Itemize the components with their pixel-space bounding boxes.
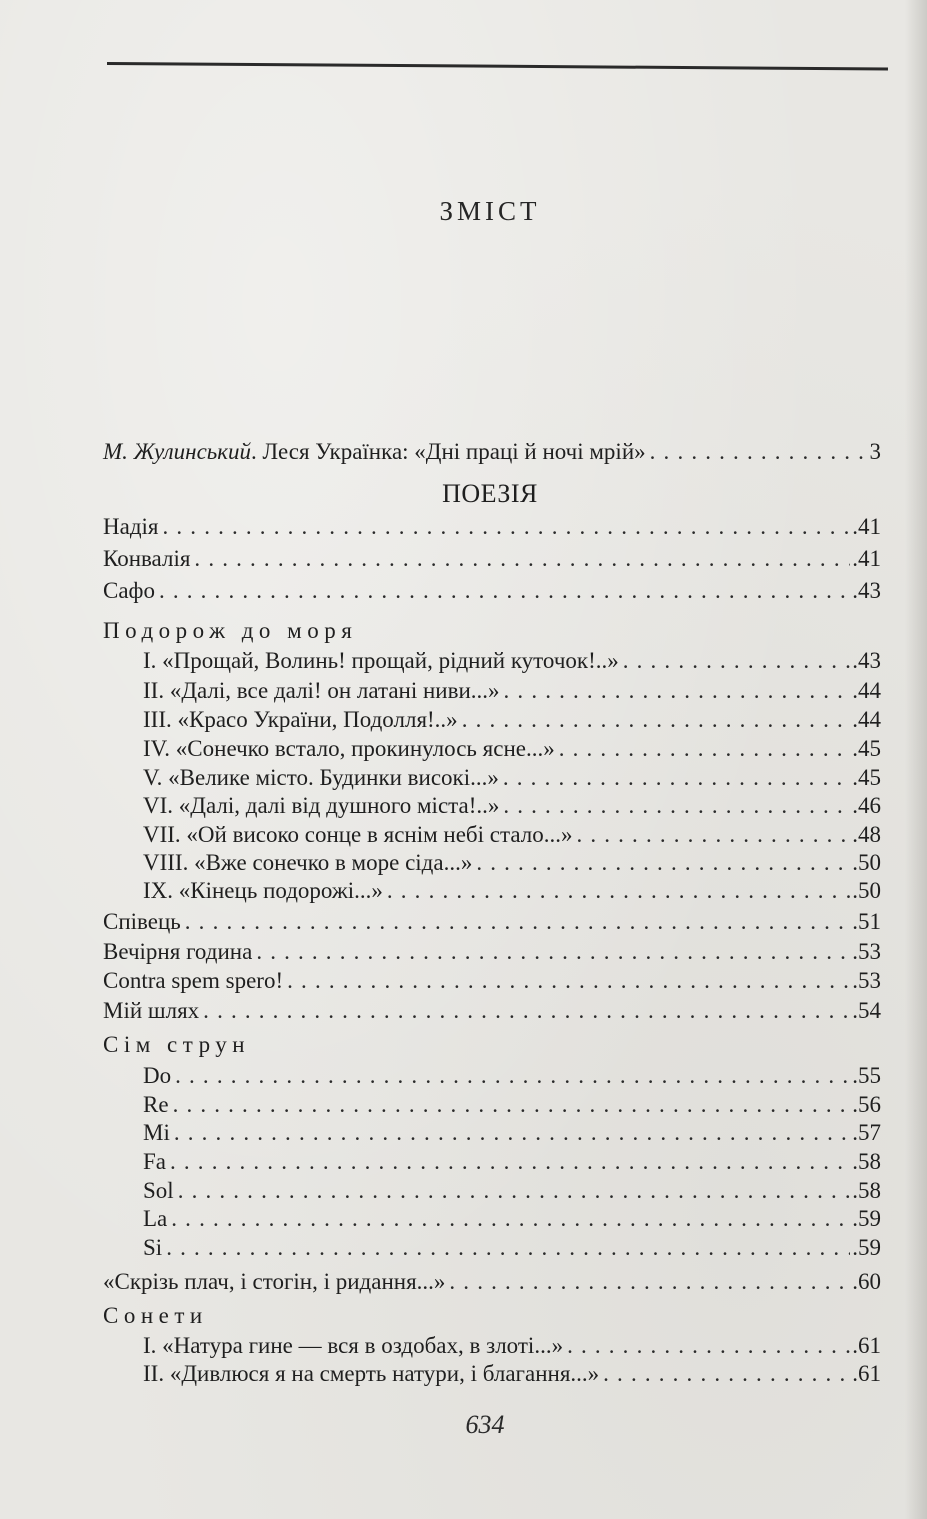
toc-subentry[interactable] xyxy=(143,763,881,793)
entry-page: .45 xyxy=(852,736,881,761)
leader-dots xyxy=(173,1090,851,1120)
entry-label: Fa xyxy=(143,1149,166,1174)
entry-label: Вечірня година xyxy=(103,939,253,964)
entry-page: .60 xyxy=(852,1269,881,1294)
page-edge-shadow xyxy=(905,0,927,1519)
entry-label: Sol xyxy=(143,1178,174,1203)
toc-entry[interactable] xyxy=(103,996,881,1026)
entry-label: I. «Натура гине — вся в оздобах, в злоті...» xyxy=(143,1333,564,1358)
toc-subentry[interactable] xyxy=(143,734,881,764)
entry-label: I. «Прощай, Волинь! прощай, рідний куточок!..» xyxy=(143,648,619,673)
leader-dots xyxy=(387,876,850,906)
entry-label: IV. «Сонечко встало, прокинулось ясне...» xyxy=(143,736,555,761)
entry-label: Конвалія xyxy=(103,546,191,571)
entry-label: IX. «Кінець подорожі...» xyxy=(143,878,383,903)
entry-page: .59 xyxy=(852,1235,881,1260)
leader-dots xyxy=(603,1359,850,1389)
leader-dots xyxy=(650,437,868,467)
toc-subentry[interactable] xyxy=(143,1331,881,1361)
entry-label: II. «Далі, все далі! он латані ниви...» xyxy=(143,678,500,703)
leader-dots xyxy=(185,907,850,937)
entry-label: VI. «Далі, далі від душного міста!..» xyxy=(143,793,500,818)
toc-entry[interactable] xyxy=(103,576,881,606)
entry-label: III. «Красо України, Подолля!..» xyxy=(143,707,458,732)
leader-dots xyxy=(623,646,851,676)
entry-page: .54 xyxy=(852,998,881,1023)
entry-label: VIII. «Вже сонечко в море сіда...» xyxy=(143,850,473,875)
entry-page: .48 xyxy=(852,822,881,847)
page-title: ЗМІСТ xyxy=(439,196,541,226)
toc-subentry[interactable] xyxy=(143,1090,881,1120)
toc-subentry[interactable] xyxy=(143,1118,881,1148)
entry-page: .51 xyxy=(852,909,881,934)
toc-group-title: Подорож до моря xyxy=(103,618,358,643)
entry-label: Si xyxy=(143,1235,163,1260)
entry-page: .61 xyxy=(852,1333,881,1358)
entry-title: . Леся Українка: «Дні праці й ночі мрій» xyxy=(251,439,646,464)
toc-subentry[interactable] xyxy=(143,848,881,878)
leader-dots xyxy=(503,763,850,793)
leader-dots xyxy=(462,705,851,735)
toc-subentry[interactable] xyxy=(143,1233,881,1263)
entry-page: .46 xyxy=(852,793,881,818)
entry-label: Надія xyxy=(103,514,159,539)
leader-dots xyxy=(175,1061,850,1091)
toc-group-title: Сім струн xyxy=(103,1032,251,1057)
toc-subentry[interactable] xyxy=(143,1061,881,1091)
entry-page: .41 xyxy=(852,514,881,539)
entry-page: .53 xyxy=(852,968,881,993)
leader-dots xyxy=(504,676,851,706)
entry-label: Mi xyxy=(143,1120,170,1145)
toc-group-title: Сонети xyxy=(103,1303,208,1328)
entry-page: .43 xyxy=(852,648,881,673)
entry-page: .61 xyxy=(852,1361,881,1386)
entry-page: .58 xyxy=(852,1178,881,1203)
toc-entry[interactable] xyxy=(103,966,881,996)
entry-label: V. «Велике місто. Будинки високі...» xyxy=(143,765,499,790)
leader-dots xyxy=(449,1267,850,1297)
toc-subentry[interactable] xyxy=(143,820,881,850)
entry-page: .45 xyxy=(852,765,881,790)
leader-dots xyxy=(476,848,850,878)
toc-subentry[interactable] xyxy=(143,1204,881,1234)
toc-subentry[interactable] xyxy=(143,1147,881,1177)
leader-dots xyxy=(178,1176,851,1206)
leader-dots xyxy=(170,1147,850,1177)
entry-page: .50 xyxy=(852,878,881,903)
entry-page: .41 xyxy=(852,546,881,571)
entry-label: II. «Дивлюся я на смерть натури, і благання...» xyxy=(143,1361,600,1386)
leader-dots xyxy=(166,1233,850,1263)
leader-dots xyxy=(194,544,850,574)
leader-dots xyxy=(174,1118,850,1148)
entry-page: .44 xyxy=(852,678,881,703)
leader-dots xyxy=(287,966,850,996)
entry-page: .50 xyxy=(852,850,881,875)
toc-subentry[interactable] xyxy=(143,876,881,906)
toc-entry[interactable] xyxy=(103,907,881,937)
toc-subentry[interactable] xyxy=(143,646,881,676)
leader-dots xyxy=(256,937,850,967)
leader-dots xyxy=(567,1331,850,1361)
entry-page: .57 xyxy=(852,1120,881,1145)
entry-label: Contra spem spero! xyxy=(103,968,284,993)
toc-entry[interactable] xyxy=(103,544,881,574)
page-number: 634 xyxy=(465,1410,505,1439)
entry-label: «Скрізь плач, і стогін, і ридання...» xyxy=(103,1269,446,1294)
section-title-poetry: ПОЕЗІЯ xyxy=(442,479,538,508)
entry-label: Мій шлях xyxy=(103,998,200,1023)
entry-label xyxy=(103,437,646,467)
leader-dots xyxy=(503,791,850,821)
leader-dots xyxy=(171,1204,850,1234)
leader-dots xyxy=(159,576,850,606)
entry-page: .59 xyxy=(852,1206,881,1231)
leader-dots xyxy=(163,512,851,542)
toc-entry[interactable] xyxy=(103,512,881,542)
entry-label: Do xyxy=(143,1063,172,1088)
leader-dots xyxy=(203,996,850,1026)
entry-page: .43 xyxy=(852,578,881,603)
leader-dots xyxy=(576,820,850,850)
toc-subentry[interactable] xyxy=(143,1176,881,1206)
toc-subentry[interactable] xyxy=(143,676,881,706)
leader-dots xyxy=(559,734,851,764)
toc-subentry[interactable] xyxy=(143,1359,881,1389)
toc-entry[interactable] xyxy=(103,1267,881,1297)
entry-page: .55 xyxy=(852,1063,881,1088)
entry-author: М. Жулинський xyxy=(103,439,252,464)
entry-page: .53 xyxy=(852,939,881,964)
toc-entry-intro[interactable] xyxy=(103,437,881,467)
entry-page: .44 xyxy=(852,707,881,732)
entry-page: .56 xyxy=(852,1092,881,1117)
entry-label: Re xyxy=(143,1092,169,1117)
entry-label: La xyxy=(143,1206,168,1231)
toc-subentry[interactable] xyxy=(143,791,881,821)
entry-label: VII. «Ой високо сонце в яснім небі стало...» xyxy=(143,822,573,847)
entry-label: Співець xyxy=(103,909,181,934)
entry-label: Сафо xyxy=(103,578,155,603)
entry-page: .58 xyxy=(852,1149,881,1174)
toc-subentry[interactable] xyxy=(143,705,881,735)
toc-entry[interactable] xyxy=(103,937,881,967)
entry-page: 3 xyxy=(869,439,881,464)
